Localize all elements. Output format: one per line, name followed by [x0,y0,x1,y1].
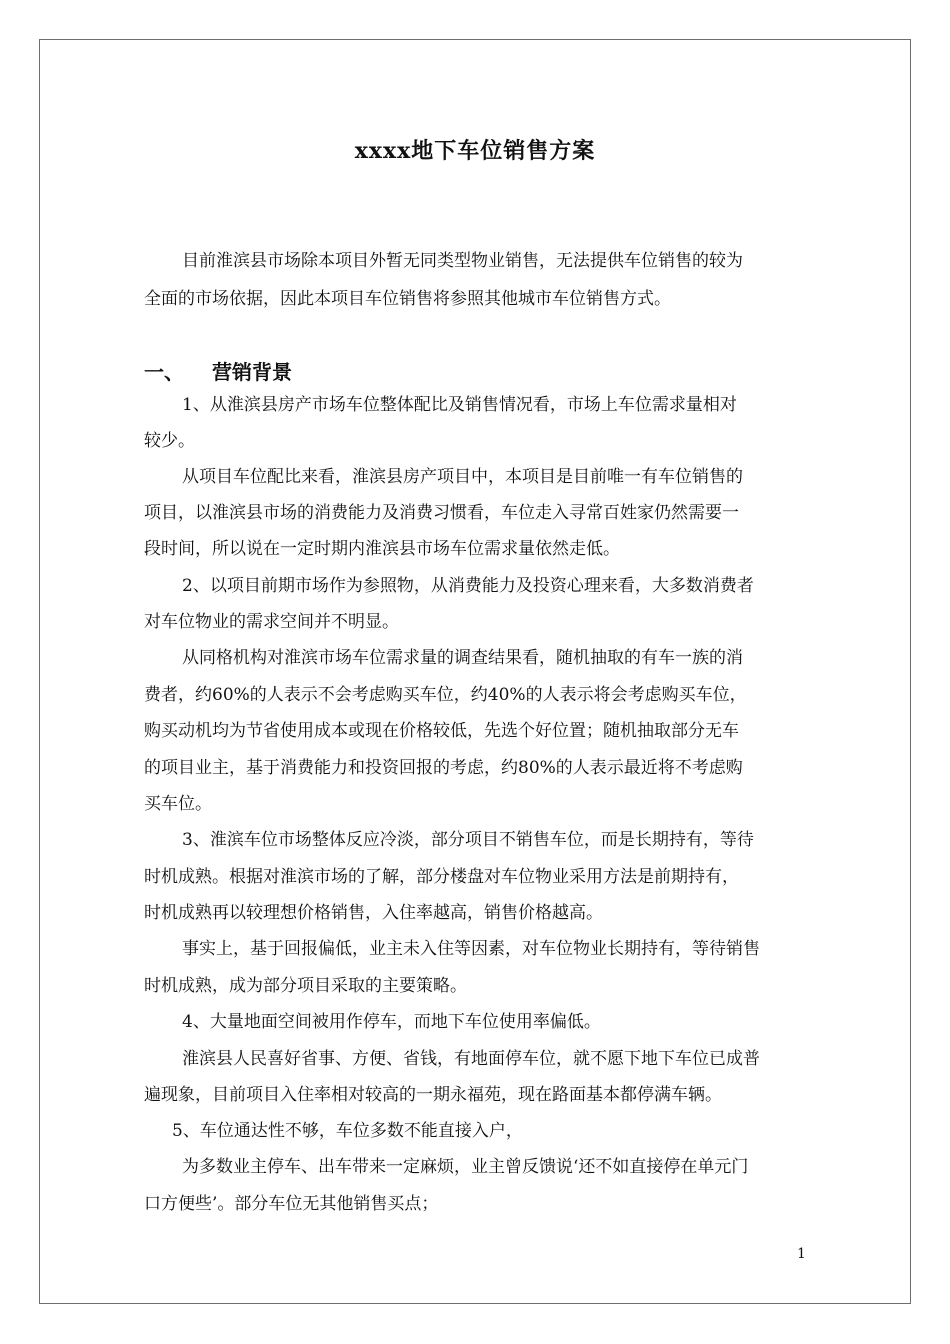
body-line: 段时间，所以说在一定时期内淮滨县市场车位需求量依然走低。 [144,539,620,559]
body-line: 的项目业主，基于消费能力和投资回报的考虑，约80%的人表示最近将不考虑购 [144,758,743,778]
body-line: 口方便些’。部分车位无其他销售买点； [144,1194,439,1214]
document-title: xxxx地下车位销售方案 [354,138,596,164]
body-line: 从同格机构对淮滨市场车位需求量的调查结果看，随机抽取的有车一族的消 [182,648,743,668]
body-line: 对车位物业的需求空间并不明显。 [144,612,399,632]
body-line: 从项目车位配比来看，淮滨县房产项目中，本项目是目前唯一有车位销售的 [182,467,743,487]
body-line: 4、大量地面空间被用作停车，而地下车位使用率偏低。 [182,1012,601,1032]
body-line: 淮滨县人民喜好省事、方便、省钱，有地面停车位，就不愿下地下车位已成普 [182,1049,760,1069]
page-border [39,39,911,1304]
section-number: 一、 [144,360,184,384]
body-line: 时机成熟。根据对淮滨市场的了解，部分楼盘对车位物业采用方法是前期持有， [144,867,739,887]
intro-line: 目前淮滨县市场除本项目外暂无同类型物业销售，无法提供车位销售的较为 [182,251,743,271]
body-line: 遍现象，目前项目入住率相对较高的一期永福苑，现在路面基本都停满车辆。 [144,1085,722,1105]
section-heading [144,356,292,385]
body-line: 为多数业主停车、出车带来一定麻烦，业主曾反馈说‘还不如直接停在单元门 [182,1157,749,1177]
body-line: 费者，约60%的人表示不会考虑购买车位，约40%的人表示将会考虑购买车位， [144,685,747,705]
intro-line: 全面的市场依据，因此本项目车位销售将参照其他城市车位销售方式。 [144,289,671,309]
body-line: 较少。 [144,431,195,451]
body-line: 1、从淮滨县房产市场车位整体配比及销售情况看，市场上车位需求量相对 [182,395,737,415]
body-line: 事实上，基于回报偏低，业主未入住等因素，对车位物业长期持有，等待销售 [182,939,760,959]
section-title: 营销背景 [212,360,292,384]
body-line: 时机成熟，成为部分项目采取的主要策略。 [144,976,467,996]
body-line: 买车位。 [144,794,212,814]
body-line: 时机成熟再以较理想价格销售，入住率越高，销售价格越高。 [144,903,603,923]
body-line: 3、淮滨车位市场整体反应冷淡，部分项目不销售车位，而是长期持有，等待 [182,830,754,850]
page-number: 1 [797,1246,806,1262]
body-line: 项目，以淮滨县市场的消费能力及消费习惯看，车位走入寻常百姓家仍然需要一 [144,503,739,523]
body-line: 购买动机均为节省使用成本或现在价格较低，先选个好位置；随机抽取部分无车 [144,721,739,741]
body-line: 5、车位通达性不够，车位多数不能直接入户， [172,1121,523,1141]
body-line: 2、以项目前期市场作为参照物，从消费能力及投资心理来看，大多数消费者 [182,576,754,596]
